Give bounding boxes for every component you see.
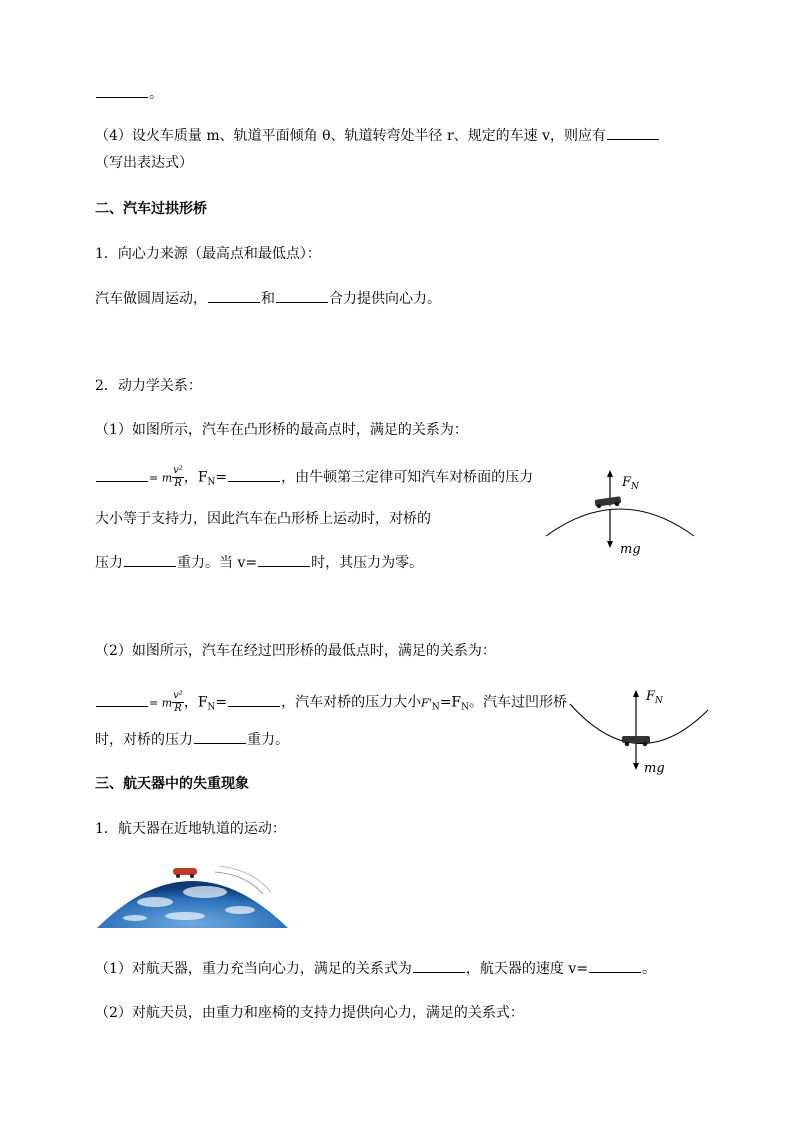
item-2-2-2: （2）如图所示，汽车在经过凹形桥的最低点时，满足的关系为： — [95, 643, 496, 659]
item-2-2: 2．动力学关系： — [95, 378, 202, 394]
blank[interactable] — [96, 693, 148, 707]
equation-2-line-2: 时，对桥的压力 重力。 — [95, 732, 289, 748]
blank[interactable] — [96, 84, 148, 98]
blank[interactable] — [589, 959, 641, 973]
fn-arrowhead — [633, 690, 639, 697]
convex-arc — [546, 509, 694, 536]
blank[interactable] — [413, 959, 465, 973]
mg-label: mg — [620, 542, 641, 557]
fn-label: F — [622, 475, 632, 490]
blank[interactable] — [96, 468, 148, 482]
blank[interactable] — [228, 468, 280, 482]
fraction: $\frac{\text{v²}}{R}$ — [173, 465, 183, 489]
equation-1-line-2: 大小等于支持力，因此汽车在凸形桥上运动时，对桥的 — [95, 511, 431, 527]
question-4: （4）设火车质量 m、轨道平面倾角 θ、轨道转弯处半径 r、规定的车速 v，则应有 — [95, 126, 660, 145]
blank[interactable] — [607, 126, 659, 140]
fn-subscript: N — [655, 696, 663, 706]
item-2-1: 1．向心力来源（最高点和最低点）： — [95, 246, 321, 262]
fn-subscript: N — [631, 482, 639, 492]
item-3-1-2: （2）对航天员，由重力和座椅的支持力提供向心力，满足的关系式： — [95, 1005, 524, 1021]
blank[interactable] — [208, 289, 260, 303]
mg-label: mg — [644, 761, 665, 776]
earth-illustration — [95, 852, 290, 930]
section-heading-2: 二、汽车过拱形桥 — [95, 201, 207, 217]
equation-2: = m $\frac{\text{v²}}{R}$ ，$F_N=$ ，汽车对桥的压力大小$F'_N=F_N$。汽车过凹形桥 — [95, 690, 567, 717]
item-3-1: 1．航天器在近地轨道的运动： — [95, 821, 286, 837]
blank[interactable] — [276, 289, 328, 303]
fraction: $\frac{\text{v²}}{R}$ — [173, 690, 183, 714]
item-3-1-1: （1）对航天器，重力充当向心力，满足的关系式为 ，航天器的速度 v= 。 — [95, 961, 656, 977]
blank[interactable] — [194, 730, 246, 744]
concave-bridge-diagram — [566, 680, 716, 780]
blank[interactable] — [124, 553, 176, 567]
car-icon — [595, 496, 622, 508]
spacecraft-icon — [173, 868, 197, 878]
blank[interactable] — [258, 553, 310, 567]
item-2-1-text: 汽车做圆周运动， 和 合力提供向心力。 — [95, 291, 441, 307]
fn-label: F — [646, 689, 656, 704]
equation-1: = m $\frac{\text{v²}}{R}$ ，$F_N=$ ，由牛顿第三定律可知汽车对桥面的压力 — [95, 465, 533, 492]
item-2-2-1: （1）如图所示，汽车在凸形桥的最高点时，满足的关系为： — [95, 422, 468, 438]
fn-arrowhead — [607, 470, 613, 477]
convex-bridge-diagram — [540, 468, 700, 558]
question-4-note: （写出表达式） — [95, 155, 193, 171]
mg-arrowhead — [607, 541, 613, 548]
equation-1-line-3: 压力 重力。当 v= 时，其压力为零。 — [95, 555, 424, 571]
section-heading-3: 三、航天器中的失重现象 — [95, 776, 249, 792]
blank[interactable] — [228, 693, 280, 707]
answer-line-1: 。 — [95, 84, 163, 103]
mg-arrowhead — [633, 763, 639, 770]
